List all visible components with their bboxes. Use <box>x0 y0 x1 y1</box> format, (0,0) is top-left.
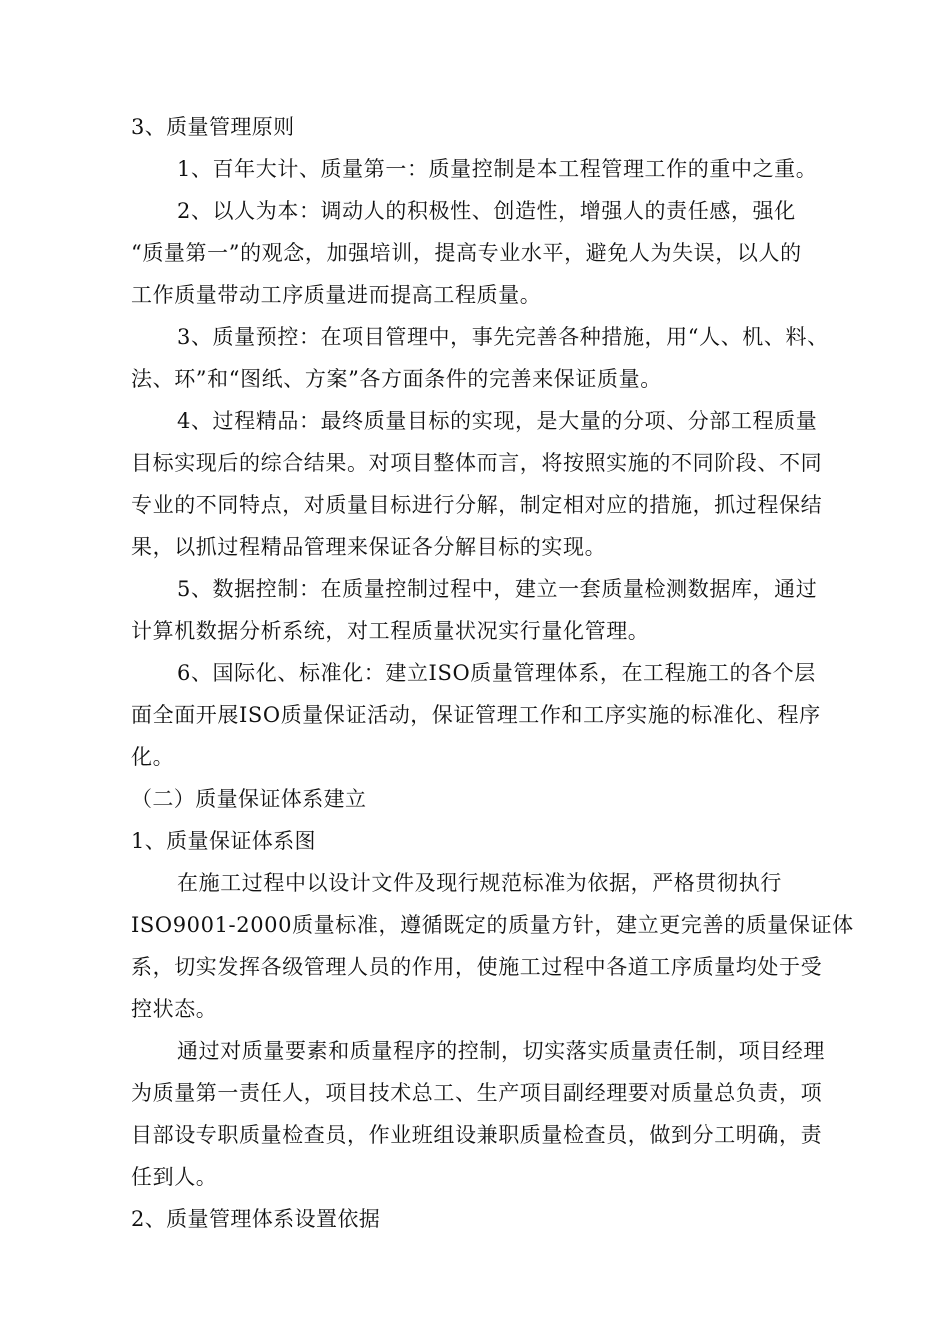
principle-6-line-3: 化。 <box>131 745 175 769</box>
paragraph-standards-line-4: 控状态。 <box>131 997 218 1021</box>
paragraph-standards-line-2: ISO9001-2000质量标准，遵循既定的质量方针，建立更完善的质量保证体 <box>131 913 854 937</box>
principle-3-line-2: 法、环”和“图纸、方案”各方面条件的完善来保证质量。 <box>131 367 662 391</box>
subheading-quality-assurance-diagram: 1、质量保证体系图 <box>131 829 316 853</box>
paragraph-standards-line-3: 系，切实发挥各级管理人员的作用，使施工过程中各道工序质量均处于受 <box>131 955 823 979</box>
principle-5-line-2: 计算机数据分析系统，对工程质量状况实行量化管理。 <box>131 619 650 643</box>
principle-6-line-1: 6、国际化、标准化：建立ISO质量管理体系，在工程施工的各个层 <box>177 661 816 685</box>
principle-1-line: 1、百年大计、质量第一：质量控制是本工程管理工作的重中之重。 <box>177 157 818 181</box>
section-heading-quality-principles: 3、质量管理原则 <box>131 115 295 139</box>
principle-4-line-4: 果，以抓过程精品管理来保证各分解目标的实现。 <box>131 535 607 559</box>
paragraph-responsibility-line-3: 目部设专职质量检查员，作业班组设兼职质量检查员，做到分工明确，责 <box>131 1123 823 1147</box>
paragraph-standards-line-1: 在施工过程中以设计文件及现行规范标准为依据，严格贯彻执行 <box>177 871 782 895</box>
principle-5-line-1: 5、数据控制：在质量控制过程中，建立一套质量检测数据库，通过 <box>177 577 818 601</box>
principle-2-line-1: 2、以人为本：调动人的积极性、创造性，增强人的责任感，强化 <box>177 199 796 223</box>
document-body <box>131 106 854 1240</box>
principle-6-line-2: 面全面开展ISO质量保证活动，保证管理工作和工序实施的标准化、程序 <box>131 703 821 727</box>
paragraph-responsibility-line-2: 为质量第一责任人，项目技术总工、生产项目副经理要对质量总负责，项 <box>131 1081 823 1105</box>
principle-2-line-2: “质量第一”的观念，加强培训，提高专业水平，避免人为失误，以人的 <box>131 241 802 265</box>
principle-4-line-3: 专业的不同特点，对质量目标进行分解，制定相对应的措施，抓过程保结 <box>131 493 823 517</box>
paragraph-responsibility-line-4: 任到人。 <box>131 1165 218 1189</box>
principle-2-line-3: 工作质量带动工序质量进而提高工程质量。 <box>131 283 542 307</box>
section-heading-quality-assurance-system: （二）质量保证体系建立 <box>131 787 367 811</box>
principle-4-line-2: 目标实现后的综合结果。对项目整体而言，将按照实施的不同阶段、不同 <box>131 451 823 475</box>
paragraph-responsibility-line-1: 通过对质量要素和质量程序的控制，切实落实质量责任制，项目经理 <box>177 1039 825 1063</box>
principle-3-line-1: 3、质量预控：在项目管理中，事先完善各种措施，用“人、机、料、 <box>177 325 829 349</box>
principle-4-line-1: 4、过程精品：最终质量目标的实现，是大量的分项、分部工程质量 <box>177 409 818 433</box>
subheading-management-system-basis: 2、质量管理体系设置依据 <box>131 1207 381 1231</box>
